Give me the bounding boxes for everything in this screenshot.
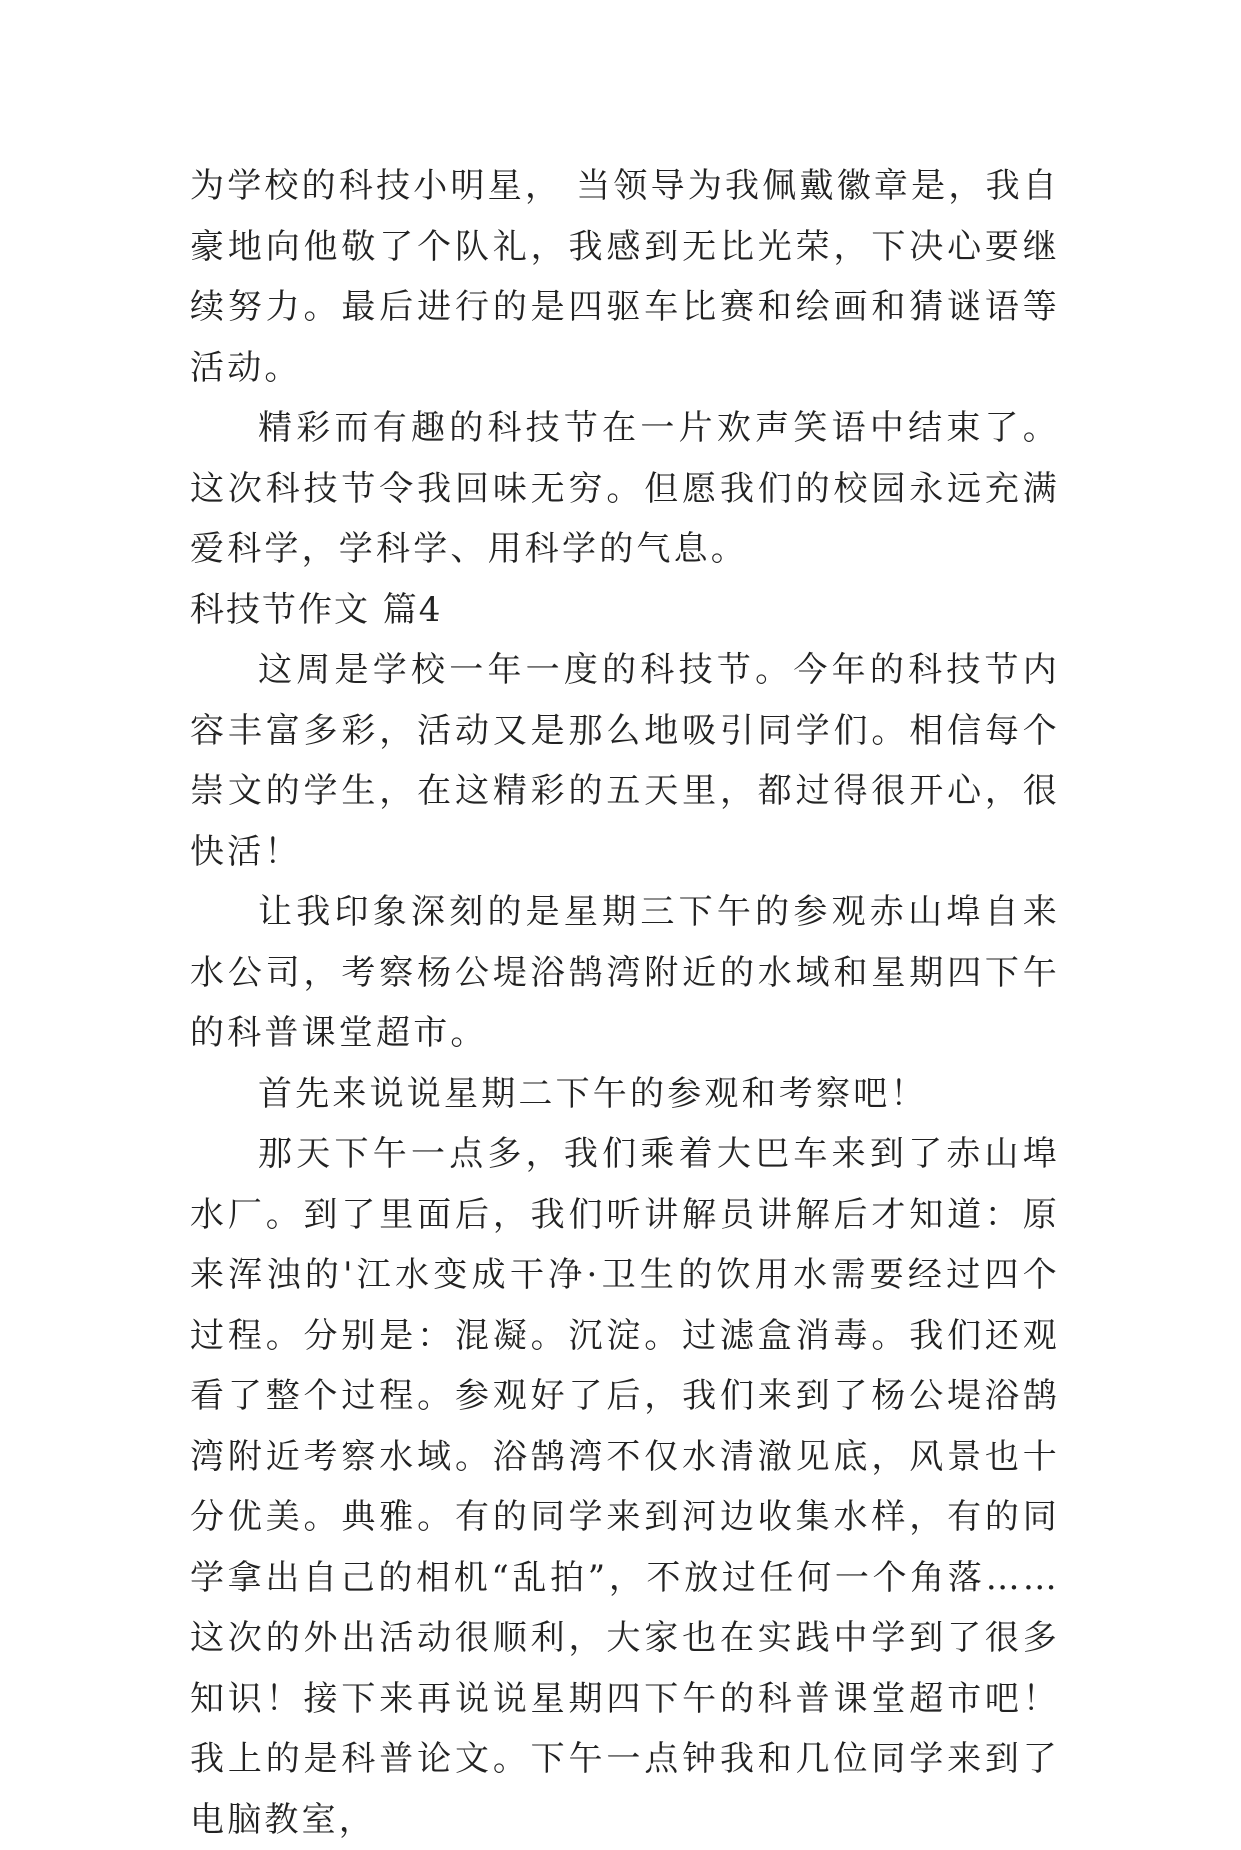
paragraph-intro: 这周是学校一年一度的科技节。今年的科技节内容丰富多彩，活动又是那么地吸引同学们。相信每个崇文的学生，在这精彩的五天里，都过得很开心，很快活！ [190, 650, 1060, 872]
paragraph-conclusion: 精彩而有趣的科技节在一片欢声笑语中结束了。这次科技节令我回味无穷。但愿我们的校园永远充满爱科学，学科学、用科学的气息。 [190, 408, 1060, 569]
paragraph-visit: 那天下午一点多，我们乘着大巴车来到了赤山埠水厂。到了里面后，我们听讲解员讲解后才知道：原来浑浊的'江水变成干净·卫生的饮用水需要经过四个过程。分别是：混凝。沉淀。过滤盒消毒。我们还观看了整个过程。参观好了后，我们来到了杨公堤浴鹄湾附近考察水域。浴鹄湾不仅水清澈见底，风景也十分优美。典雅。有的同学来到河边收集水样，有的同学拿出自己的相机“乱拍”，不放过任何一个角落……这次的外出活动很顺利，大家也在实践中学到了很多知识！接下来再说说星期四下午的科普课堂超市吧！我上的是科普论文。下午一点钟我和几位同学来到了电脑教室， [190, 1134, 1060, 1840]
document-body [190, 156, 1060, 1850]
paragraph-impression: 让我印象深刻的是星期三下午的参观赤山埠自来水公司，考察杨公堤浴鹄湾附近的水域和星期四下午的科普课堂超市。 [190, 892, 1060, 1053]
paragraph-continuation: 为学校的科技小明星， 当领导为我佩戴徽章是，我自豪地向他敬了个队礼，我感到无比光荣，下决心要继续努力。最后进行的是四驱车比赛和绘画和猜谜语等活动。 [190, 166, 1060, 388]
paragraph-transition: 首先来说说星期二下午的参观和考察吧！ [258, 1073, 928, 1114]
section-heading: 科技节作文 篇4 [190, 589, 443, 630]
